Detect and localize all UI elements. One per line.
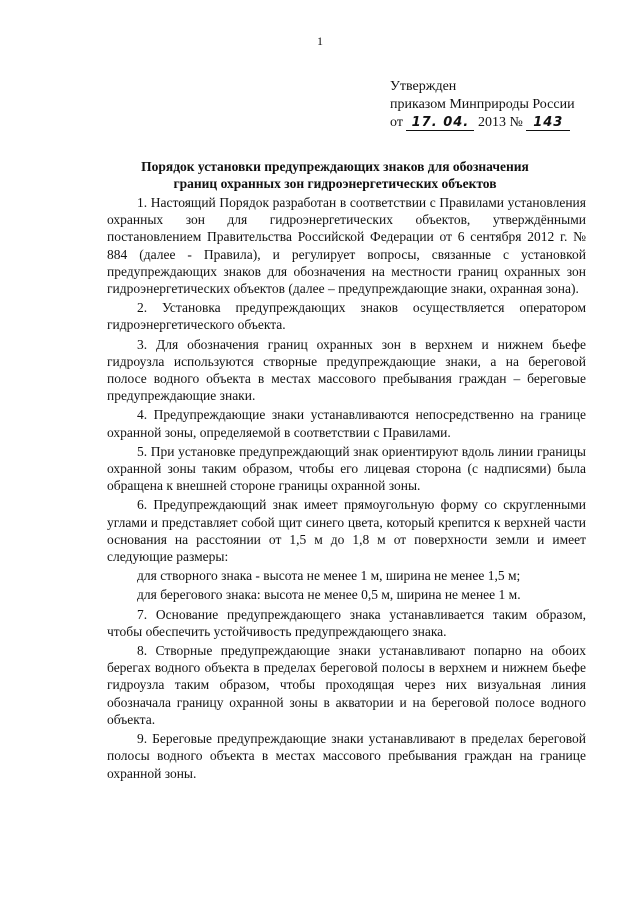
approval-line-1: Утвержден bbox=[390, 79, 457, 94]
paragraph-6-item-2: для берегового знака: высота не менее 0,5 м, ширина не менее 1 м. bbox=[137, 587, 521, 603]
approval-prefix: от bbox=[390, 115, 403, 130]
approval-line-3 bbox=[390, 114, 575, 132]
approval-block bbox=[390, 78, 575, 132]
paragraph-1: 1. Настоящий Порядок разработан в соответствии с Правилами установления охранных зон для гидроэнергетических объектов, утверждёнными постановлением Правительства Российской Федерации от 6 сентября 2012 г. № 884 (далее - Правила), и регулирует вопросы, связанные с установкой предупреждающих знаков для обозначения на местности границ охранных зон гидроэнергетических объектов (далее – предупреждающие знаки, охранная зона). bbox=[107, 195, 586, 297]
title-line-2: границ охранных зон гидроэнергетических объектов bbox=[173, 176, 497, 191]
handwritten-number: 143 bbox=[526, 115, 570, 131]
document-body bbox=[107, 194, 586, 784]
paragraph-4: 4. Предупреждающие знаки устанавливаются непосредственно на границе охранной зоны, определяемой в соответствии с Правилами. bbox=[107, 407, 586, 440]
paragraph-6-item-1: для створного знака - высота не менее 1 м, ширина не менее 1,5 м; bbox=[137, 568, 521, 584]
paragraph-3: 3. Для обозначения границ охранных зон в верхнем и нижнем бьефе гидроузла используются створные предупреждающие знаки, а на береговой полосе водного объекта в местах массового пребывания граждан – береговые предупреждающие знаки. bbox=[107, 336, 586, 404]
paragraph-8: 8. Створные предупреждающие знаки устанавливают попарно на обоих берегах водного объекта в пределах береговой полосы в верхнем и нижнем бьефе гидроузла таким образом, чтобы проходящая через них визуальная линия обозначала границу охранной зоны в акватории и на береговой полосе водного объекта. bbox=[107, 643, 586, 727]
paragraph-2: 2. Установка предупреждающих знаков осуществляется оператором гидроэнергетического объекта. bbox=[107, 300, 586, 333]
paragraph-7: 7. Основание предупреждающего знака устанавливается таким образом, чтобы обеспечить устойчивость предупреждающего знака. bbox=[107, 606, 586, 639]
document-title bbox=[100, 158, 570, 192]
paragraph-5: 5. При установке предупреждающий знак ориентируют вдоль линии границы охранной зоны таким образом, чтобы его лицевая сторона (с надписями) была обращена к внешней стороне границы охранной зоны. bbox=[107, 443, 586, 494]
paragraph-9: 9. Береговые предупреждающие знаки устанавливают в пределах береговой полосы водного объекта в местах массового пребывания граждан на границе охранной зоны. bbox=[107, 731, 586, 781]
approval-year: 2013 № bbox=[477, 115, 523, 130]
approval-line-2: приказом Минприроды России bbox=[390, 97, 575, 112]
handwritten-date: 17. 04. bbox=[406, 115, 474, 131]
page-number: 1 bbox=[317, 34, 323, 48]
title-line-1: Порядок установки предупреждающих знаков для обозначения bbox=[141, 159, 529, 174]
paragraph-6: 6. Предупреждающий знак имеет прямоугольную форму со скругленными углами и представляет собой щит синего цвета, который крепится к верхней части основания на расстоянии от 1,5 м до 1,8 м от поверхности земли и имеет следующие размеры: bbox=[107, 497, 586, 565]
